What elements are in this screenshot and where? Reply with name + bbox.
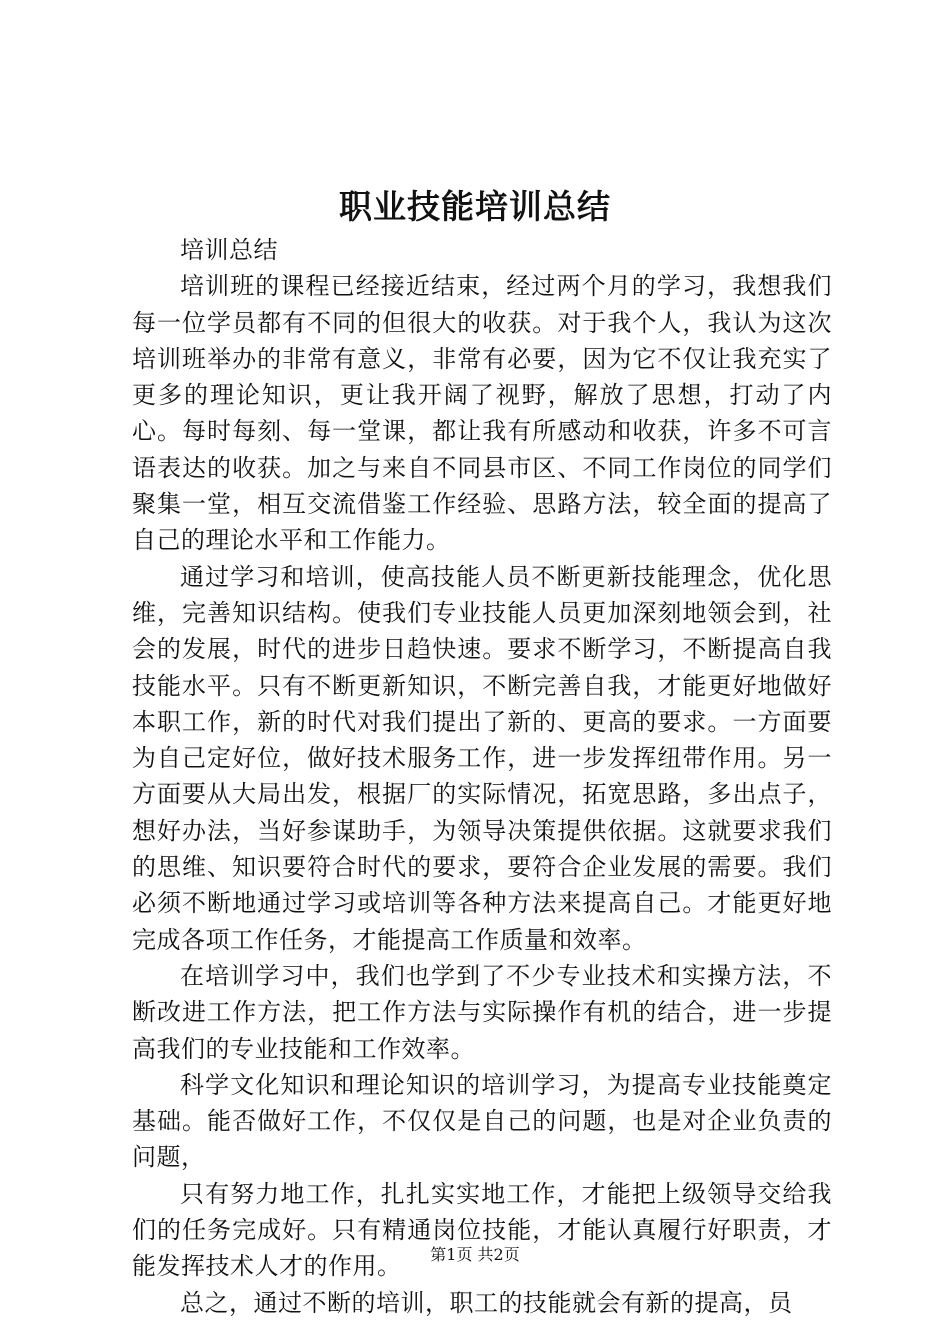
paragraph: 科学文化知识和理论知识的培训学习，为提高专业技能奠定基础。能否做好工作，不仅仅是自己的问题，也是对企业负责的问题， <box>132 1070 832 1172</box>
document-body <box>132 232 832 1321</box>
paragraph: 在培训学习中，我们也学到了不少专业技术和实操方法，不断改进工作方法，把工作方法与实际操作有机的结合，进一步提高我们的专业技能和工作效率。 <box>132 961 832 1063</box>
paragraph: 通过学习和培训，使高技能人员不断更新技能理念，优化思维，完善知识结构。使我们专业技能人员更加深刻地领会到，社会的发展，时代的进步日趋快速。要求不断学习，不断提高自我技能水平。只有不断更新知识，不断完善自我，才能更好地做好本职工作，新的时代对我们提出了新的、更高的要求。一方面要为自己定好位，做好技术服务工作，进一步发挥纽带作用。另一方面要从大局出发，根据厂的实际情况，拓宽思路，多出点子，想好办法，当好参谋助手，为领导决策提供依据。这就要求我们的思维、知识要符合时代的要求，要符合企业发展的需要。我们必须不断地通过学习或培训等各种方法来提高自己。才能更好地完成各项工作任务，才能提高工作质量和效率。 <box>132 562 832 954</box>
paragraph: 培训班的课程已经接近结束，经过两个月的学习，我想我们每一位学员都有不同的但很大的收获。对于我个人，我认为这次培训班举办的非常有意义，非常有必要，因为它不仅让我充实了更多的理论知识，更让我开阔了视野，解放了思想，打动了内心。每时每刻、每一堂课，都让我有所感动和收获，许多不可言语表达的收获。加之与来自不同县市区、不同工作岗位的同学们聚集一堂，相互交流借鉴工作经验、思路方法，较全面的提高了自己的理论水平和工作能力。 <box>132 272 832 555</box>
paragraph: 总之，通过不断的培训，职工的技能就会有新的提高，员 <box>180 1288 793 1317</box>
document-title: 职业技能培训总结 <box>339 187 611 226</box>
paragraph: 培训总结 <box>180 236 278 264</box>
paragraph: 只有努力地工作，扎扎实实地工作，才能把上级领导交给我们的任务完成好。只有精通岗位技能，才能认真履行好职责，才能发挥技术人才的作用。 <box>132 1179 832 1281</box>
page-number-footer: 第1页 共2页 <box>430 1245 520 1264</box>
